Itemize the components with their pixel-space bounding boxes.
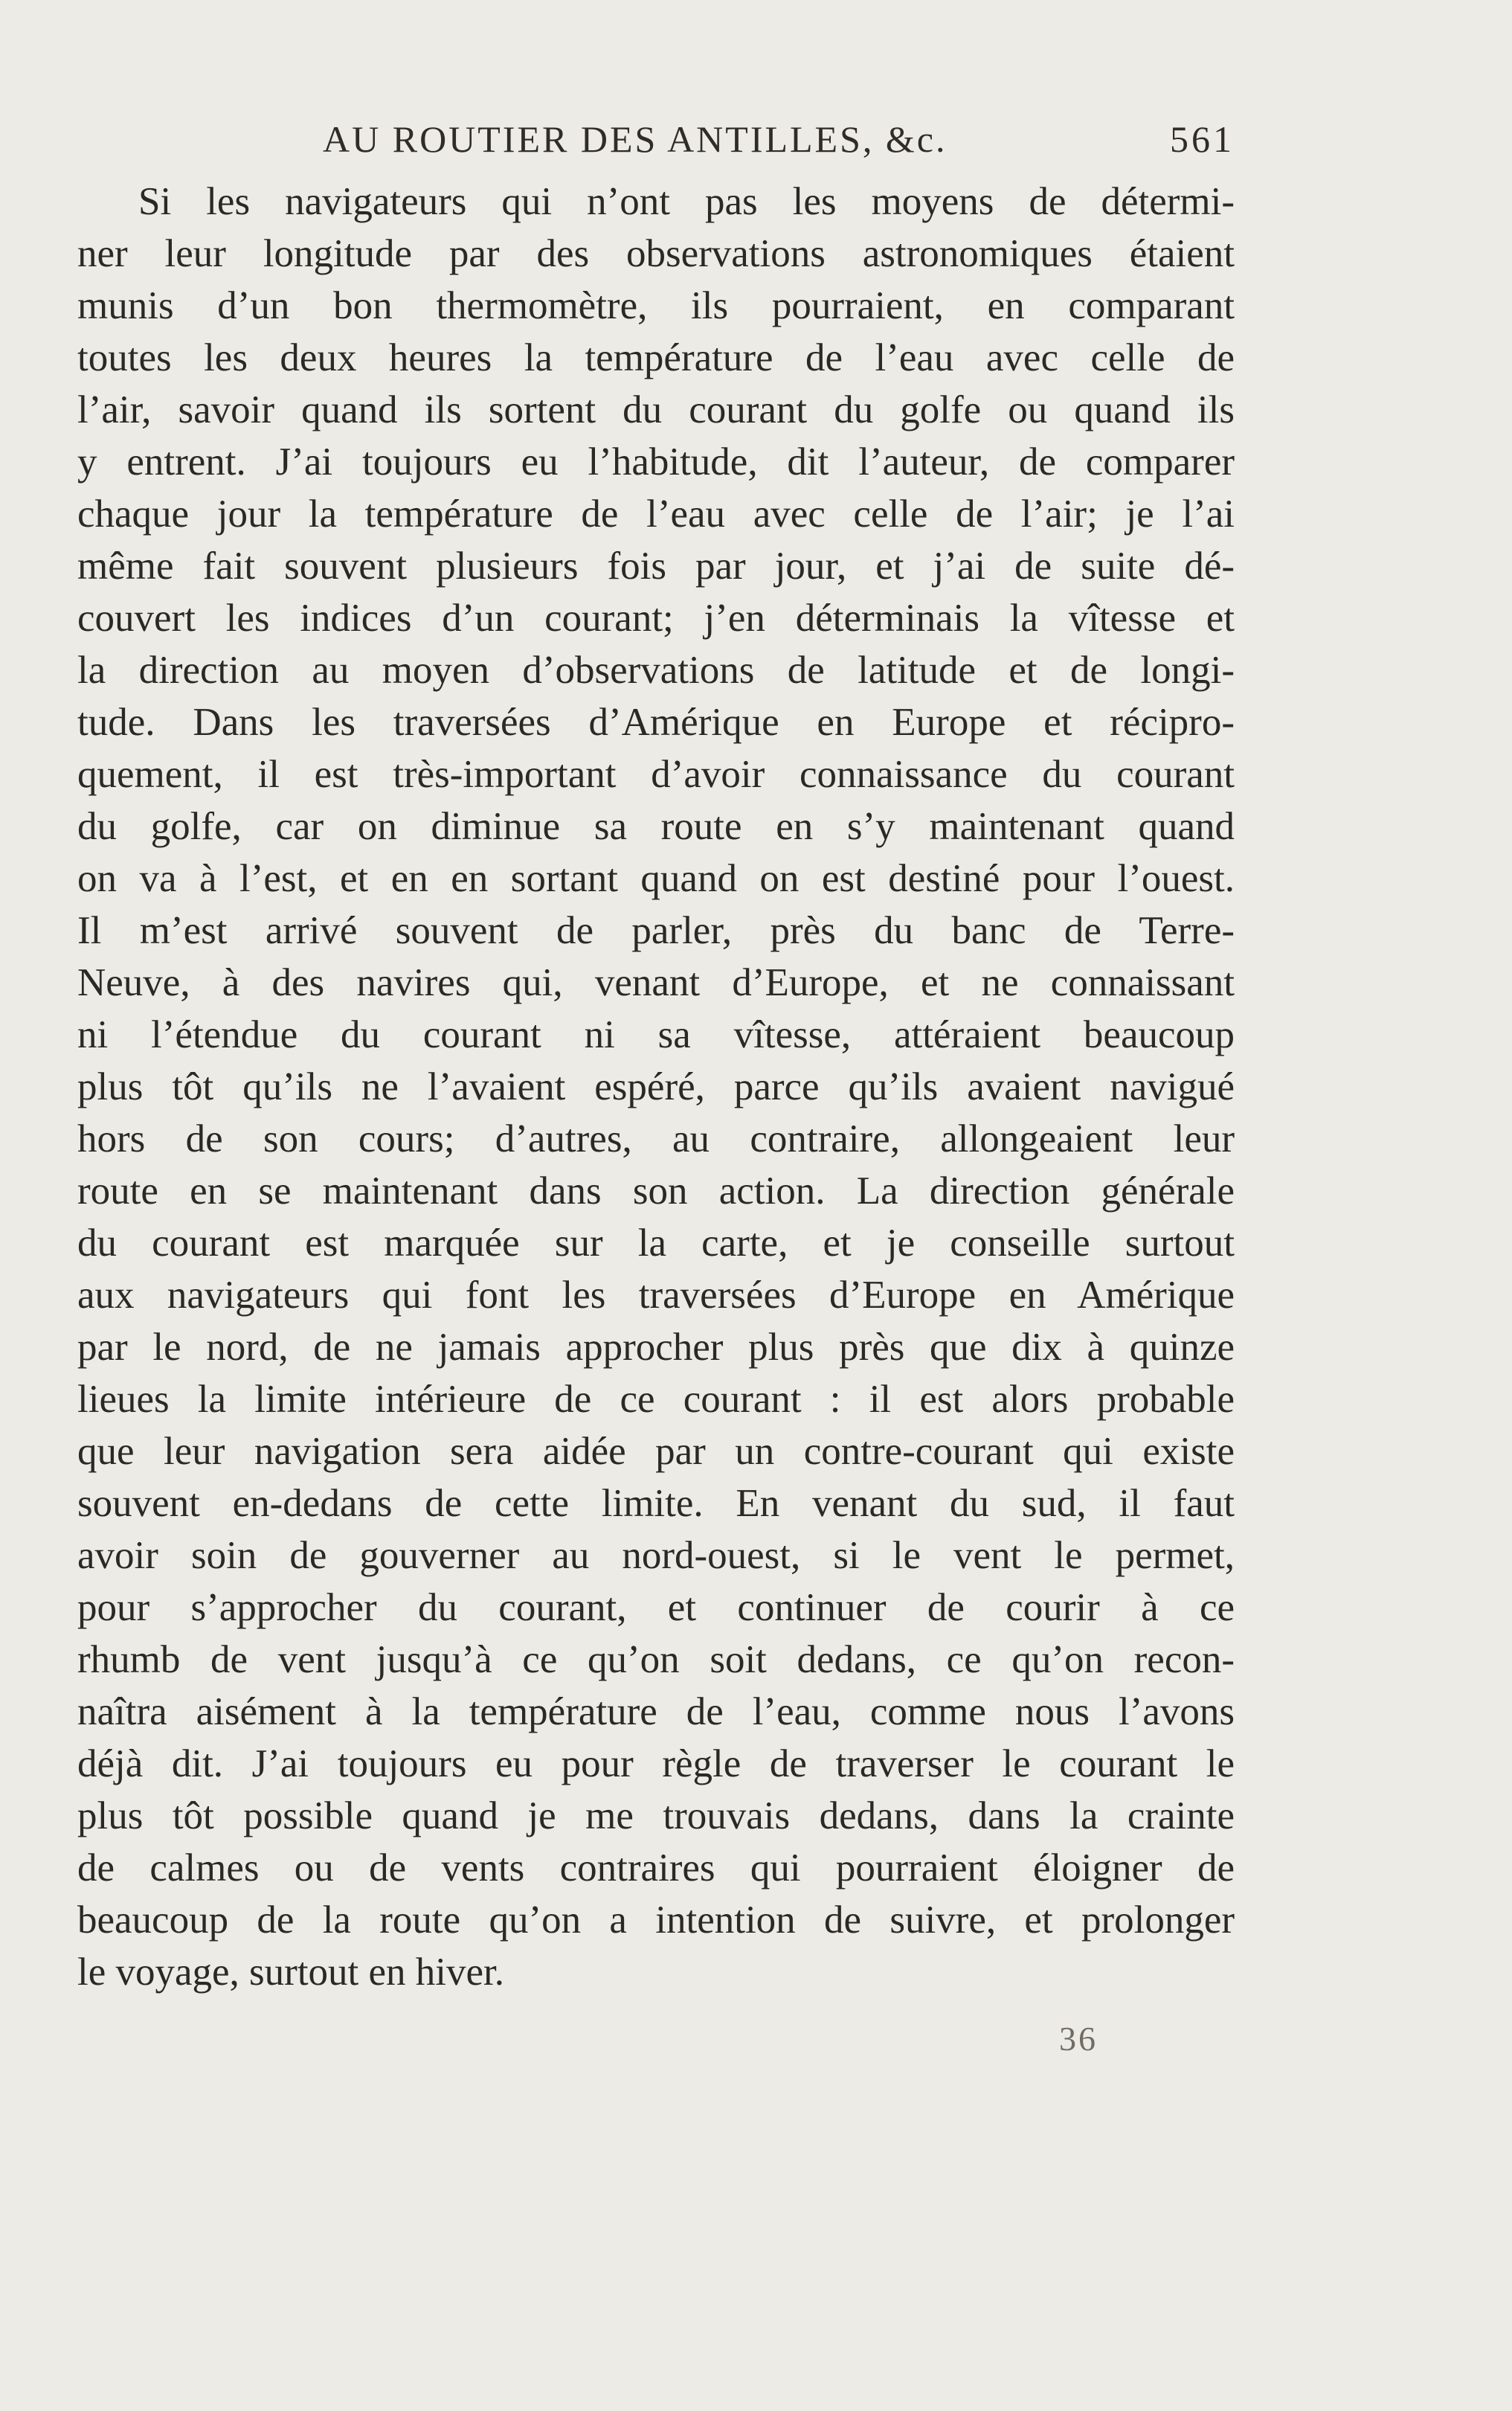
text-line: plus tôt possible quand je me trouvais dedans, dans la crainte — [77, 1794, 1235, 1837]
text-line: tude. Dans les traversées d’Amérique en Europe et récipro- — [77, 701, 1235, 744]
running-title: AU ROUTIER DES ANTILLES, &c. — [323, 118, 948, 160]
body-paragraph — [77, 176, 1235, 1998]
running-head — [77, 118, 1235, 162]
text-line: l’air, savoir quand ils sortent du courant du golfe ou quand ils — [77, 388, 1235, 431]
text-line: Si les navigateurs qui n’ont pas les moyens de détermi- — [138, 180, 1235, 223]
text-line: aux navigateurs qui font les traversées d’Europe en Amérique — [77, 1274, 1235, 1317]
text-line: Il m’est arrivé souvent de parler, près du banc de Terre- — [77, 909, 1235, 952]
text-line: du courant est marquée sur la carte, et je conseille surtout — [77, 1221, 1235, 1265]
text-line: y entrent. J’ai toujours eu l’habitude, dit l’auteur, de comparer — [77, 440, 1235, 484]
page-number: 561 — [1170, 118, 1235, 160]
text-line: rhumb de vent jusqu’à ce qu’on soit dedans, ce qu’on recon- — [77, 1638, 1235, 1681]
text-line: naîtra aisément à la température de l’eau, comme nous l’avons — [77, 1690, 1235, 1733]
text-line: par le nord, de ne jamais approcher plus près que dix à quinze — [77, 1326, 1235, 1369]
text-line: même fait souvent plusieurs fois par jour, et j’ai de suite dé- — [77, 545, 1235, 588]
text-line: couvert les indices d’un courant; j’en déterminais la vîtesse et — [77, 597, 1235, 640]
text-line: que leur navigation sera aidée par un contre-courant qui existe — [77, 1430, 1235, 1473]
text-line: ni l’étendue du courant ni sa vîtesse, attéraient beaucoup — [77, 1013, 1235, 1056]
text-line: chaque jour la température de l’eau avec celle de l’air; je l’ai — [77, 492, 1235, 536]
text-line: avoir soin de gouverner au nord-ouest, si le vent le permet, — [77, 1534, 1235, 1577]
text-line: ner leur longitude par des observations astronomiques étaient — [77, 232, 1235, 275]
text-line: hors de son cours; d’autres, au contraire, allongeaient leur — [77, 1117, 1235, 1160]
text-line: lieues la limite intérieure de ce courant : il est alors probable — [77, 1378, 1235, 1421]
text-line: on va à l’est, et en en sortant quand on est destiné pour l’ouest. — [77, 857, 1235, 900]
text-line: déjà dit. J’ai toujours eu pour règle de traverser le courant le — [77, 1742, 1235, 1785]
text-line: le voyage, surtout en hiver. — [77, 1951, 505, 1994]
text-line: beaucoup de la route qu’on a intention de suivre, et prolonger — [77, 1898, 1235, 1942]
text-line: toutes les deux heures la température de l’eau avec celle de — [77, 336, 1235, 379]
text-line: plus tôt qu’ils ne l’avaient espéré, parce qu’ils avaient navigué — [77, 1065, 1235, 1108]
text-line: munis d’un bon thermomètre, ils pourraient, en comparant — [77, 284, 1235, 327]
text-line: du golfe, car on diminue sa route en s’y maintenant quand — [77, 805, 1235, 848]
text-line: route en se maintenant dans son action. La direction générale — [77, 1169, 1235, 1213]
signature-mark: 36 — [1059, 2020, 1098, 2058]
text-line: la direction au moyen d’observations de latitude et de longi- — [77, 649, 1235, 692]
text-line: de calmes ou de vents contraires qui pourraient éloigner de — [77, 1846, 1235, 1890]
text-line: Neuve, à des navires qui, venant d’Europe, et ne connaissant — [77, 961, 1235, 1004]
text-line: pour s’approcher du courant, et continuer de courir à ce — [77, 1586, 1235, 1629]
text-line: souvent en-dedans de cette limite. En venant du sud, il faut — [77, 1482, 1235, 1525]
text-line: quement, il est très-important d’avoir connaissance du courant — [77, 753, 1235, 796]
